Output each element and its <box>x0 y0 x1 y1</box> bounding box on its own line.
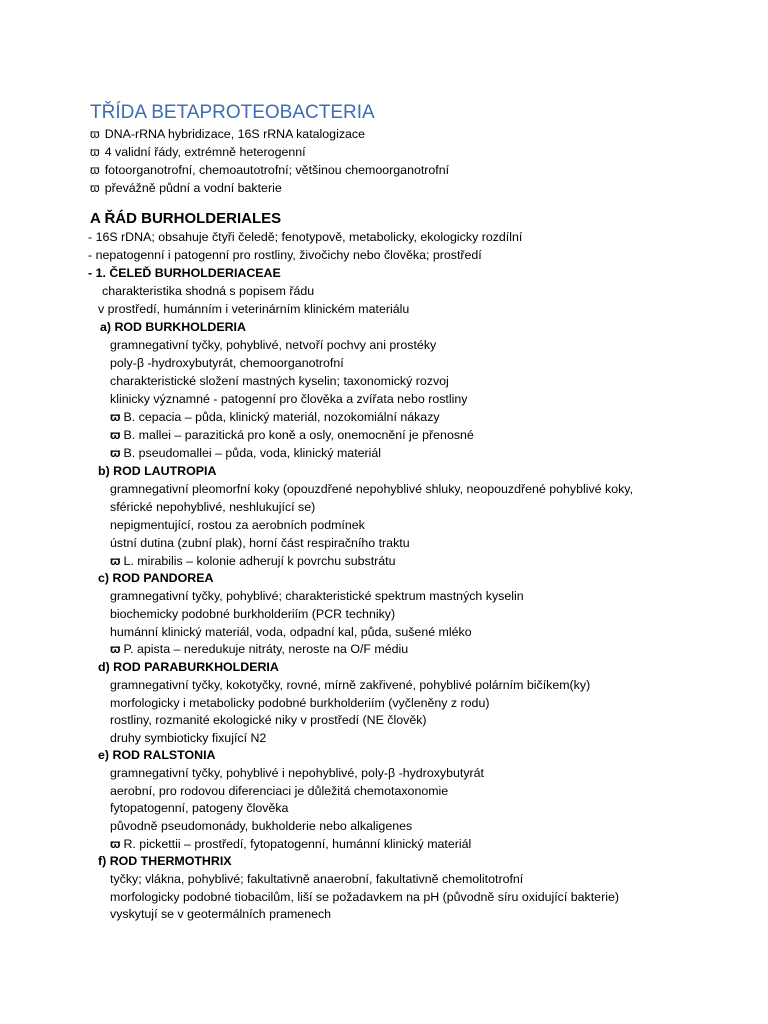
species-item <box>110 428 474 443</box>
genus-line: původně pseudomonády, bukholderie nebo alkaligenes <box>110 819 413 833</box>
genus-line: sférické nepohyblivé, neshlukující se) <box>110 500 316 514</box>
species-item <box>110 410 440 425</box>
genus-heading-pandorea: c) ROD PANDOREA <box>98 571 214 585</box>
species-item <box>110 642 408 657</box>
genus-heading-thermothrix: f) ROD THERMOTHRIX <box>98 854 232 868</box>
genus-line: vyskytují se v geotermálních pramenech <box>110 907 332 921</box>
genus-heading-lautropia: b) ROD LAUTROPIA <box>98 464 217 478</box>
bullet-icon: ϖ <box>110 410 121 424</box>
genus-line: klinicky významné - patogenní pro člověka a zvířata nebo rostliny <box>110 392 468 406</box>
order-line: - nepatogenní i patogenní pro rostliny, živočichy nebo člověka; prostředí <box>88 248 482 262</box>
genus-line: fytopatogenní, patogeny člověka <box>110 801 289 815</box>
intro-text: 4 validní řády, extrémně heterogenní <box>104 145 306 159</box>
family-line: charakteristika shodná s popisem řádu <box>102 284 315 298</box>
genus-line: morfologicky podobné tiobacilům, liší se požadavkem na pH (původně síru oxidující bakterie) <box>110 890 619 904</box>
species-item <box>110 446 381 461</box>
intro-bullet-item <box>90 127 365 142</box>
genus-line: gramnegativní tyčky, pohyblivé; charakteristické spektrum mastných kyselin <box>110 589 524 603</box>
genus-line: charakteristické složení mastných kyselin; taxonomický rozvoj <box>110 374 449 388</box>
species-text: B. mallei – parazitická pro koně a osly, onemocnění je přenosné <box>123 428 474 442</box>
order-heading: A ŘÁD BURHOLDERIALES <box>90 210 282 227</box>
species-text: L. mirabilis – kolonie adherují k povrchu substrátu <box>123 554 396 568</box>
intro-text: převážně půdní a vodní bakterie <box>104 181 282 195</box>
species-text: R. pickettii – prostředí, fytopatogenní, humánní klinický materiál <box>123 837 472 851</box>
genus-line: gramnegativní tyčky, kokotyčky, rovné, mírně zakřivené, pohyblivé polárním bičíkem(ky) <box>110 678 591 692</box>
bullet-icon: ϖ <box>110 837 121 851</box>
species-item <box>110 554 396 569</box>
bullet-icon: ϖ <box>90 181 100 195</box>
family-heading: - 1. ČELEĎ BURHOLDERIACEAE <box>88 266 281 280</box>
species-text: B. pseudomallei – půda, voda, klinický materiál <box>123 446 382 460</box>
genus-line: ústní dutina (zubní plak), horní část respiračního traktu <box>110 536 410 550</box>
genus-line: humánní klinický materiál, voda, odpadní kal, půda, sušené mléko <box>110 625 472 639</box>
genus-line: biochemicky podobné burkholderiím (PCR techniky) <box>110 607 396 621</box>
bullet-icon: ϖ <box>110 428 121 442</box>
intro-text: fotoorganotrofní, chemoautotrofní; většinou chemoorganotrofní <box>104 163 450 177</box>
bullet-icon: ϖ <box>90 145 100 159</box>
genus-line: morfologicky i metabolicky podobné burkholderiím (vyčleněny z rodu) <box>110 696 490 710</box>
bullet-icon: ϖ <box>90 127 100 141</box>
genus-line: nepigmentující, rostou za aerobních podmínek <box>110 518 365 532</box>
genus-line: gramnegativní pleomorfní koky (opouzdřené nepohyblivé shluky, neopouzdřené pohyblivé koky, <box>110 482 634 496</box>
intro-bullet-item <box>90 163 449 178</box>
bullet-icon: ϖ <box>110 446 121 460</box>
genus-line: tyčky; vlákna, pohyblivé; fakultativně anaerobní, fakultativně chemolitotrofní <box>110 872 524 886</box>
species-item <box>110 837 471 852</box>
genus-line: druhy symbioticky fixující N2 <box>110 731 267 745</box>
genus-heading-paraburkholderia: d) ROD PARABURKHOLDERIA <box>98 660 279 674</box>
genus-line: aerobní, pro rodovou diferenciaci je důležitá chemotaxonomie <box>110 784 449 798</box>
species-text: P. apista – neredukuje nitráty, neroste na O/F médiu <box>123 642 409 656</box>
genus-line: poly-β -hydroxybutyrát, chemoorganotrofní <box>110 356 344 370</box>
family-line: v prostředí, humánním i veterinárním klinickém materiálu <box>98 302 410 316</box>
bullet-icon: ϖ <box>90 163 100 177</box>
intro-bullet-item <box>90 181 282 196</box>
bullet-icon: ϖ <box>110 554 121 568</box>
intro-text: DNA-rRNA hybridizace, 16S rRNA katalogizace <box>104 127 365 141</box>
species-text: B. cepacia – půda, klinický materiál, nozokomiální nákazy <box>123 410 440 424</box>
intro-bullet-item <box>90 145 306 160</box>
genus-line: gramnegativní tyčky, pohyblivé, netvoří pochvy ani prostéky <box>110 338 437 352</box>
genus-line: rostliny, rozmanité ekologické niky v prostředí (NE člověk) <box>110 713 427 727</box>
genus-heading-ralstonia: e) ROD RALSTONIA <box>98 748 216 762</box>
bullet-icon: ϖ <box>110 642 121 656</box>
genus-line: gramnegativní tyčky, pohyblivé i nepohyblivé, poly-β -hydroxybutyrát <box>110 766 484 780</box>
order-line: - 16S rDNA; obsahuje čtyři čeledě; fenotypově, metabolicky, ekologicky rozdílní <box>88 230 523 244</box>
document-title: TŘÍDA BETAPROTEOBACTERIA <box>90 102 375 123</box>
genus-heading-burkholderia: a) ROD BURKHOLDERIA <box>100 320 246 334</box>
